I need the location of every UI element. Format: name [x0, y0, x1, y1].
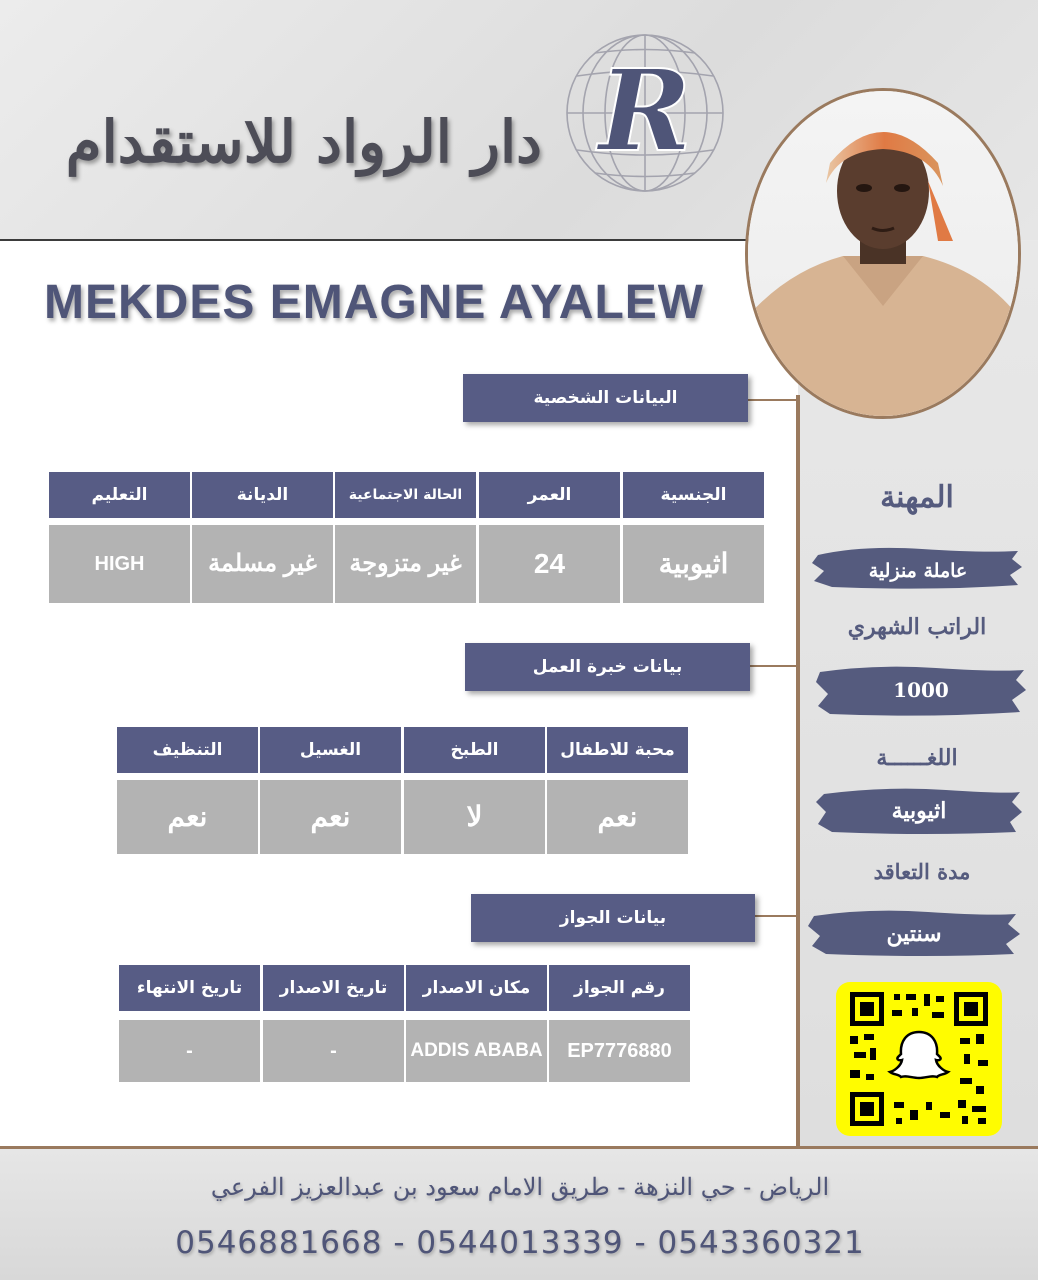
personal-value-religion: غير مسلمة: [192, 525, 333, 603]
passport-header-place: مكان الاصدار: [406, 965, 547, 1011]
exp-value-washing: نعم: [260, 780, 401, 854]
brand-name: دار الرواد للاستقدام: [65, 108, 542, 176]
globe-logo-icon: [560, 28, 730, 198]
vertical-divider: [796, 395, 800, 1147]
exp-header-cooking: الطبخ: [404, 727, 545, 773]
section-connector: [750, 665, 796, 667]
section-connector: [755, 915, 796, 917]
footer-phones[interactable]: 0546881668 - 0544013339 - 0543360321: [175, 1225, 865, 1261]
language-value-text: اثيوبية: [891, 798, 947, 824]
salary-value: [816, 662, 1026, 718]
exp-header-childcare: محبة للاطفال: [547, 727, 688, 773]
exp-value-cooking: لا: [404, 780, 545, 854]
language-label: اللغــــــة: [876, 745, 958, 771]
personal-header-religion: الديانة: [192, 472, 333, 518]
personal-value-education: HIGH SCHOOL: [49, 525, 190, 603]
snapcode-qr[interactable]: [836, 982, 1002, 1136]
personal-header-marital: الحالة الاجتماعية: [335, 472, 476, 518]
footer-address: الرياض - حي النزهة - طريق الامام سعود بن عبدالعزيز الفرعي: [210, 1173, 830, 1201]
profession-label: المهنة: [880, 480, 954, 515]
salary-value-text: 1000: [893, 678, 949, 702]
section-connector: [748, 399, 796, 401]
passport-value-issue-date: -: [263, 1020, 404, 1082]
passport-header-issue-date: تاريخ الاصدار: [263, 965, 404, 1011]
personal-section-title: البيانات الشخصية: [463, 374, 748, 422]
personal-header-age: العمر: [479, 472, 620, 518]
passport-header-expiry-date: تاريخ الانتهاء: [119, 965, 260, 1011]
contract-value-text: سنتين: [886, 921, 942, 947]
personal-value-nationality: اثيوبية: [623, 525, 764, 603]
logo-letter: R: [598, 46, 692, 177]
passport-section-title: بيانات الجواز: [471, 894, 755, 942]
personal-header-nationality: الجنسية: [623, 472, 764, 518]
passport-value-number: EP7776880: [549, 1020, 690, 1082]
language-value: [816, 786, 1022, 836]
passport-value-expiry-date: -: [119, 1020, 260, 1082]
personal-value-marital: غير متزوجة: [335, 525, 476, 603]
passport-value-place: ADDIS ABABA: [406, 1020, 547, 1082]
salary-label: الراتب الشهري: [847, 614, 987, 640]
contract-value: [808, 906, 1020, 958]
passport-header-number: رقم الجواز: [549, 965, 690, 1011]
candidate-name: MEKDES EMAGNE AYALEW: [44, 276, 705, 329]
personal-header-education: التعليم: [49, 472, 190, 518]
personal-value-age: 24: [479, 525, 620, 603]
candidate-photo: [745, 88, 1021, 419]
exp-value-childcare: نعم: [547, 780, 688, 854]
exp-header-washing: الغسيل: [260, 727, 401, 773]
profession-value: [812, 541, 1024, 593]
profession-value-text: عاملة منزلية: [868, 560, 968, 582]
exp-value-cleaning: نعم: [117, 780, 258, 854]
exp-header-cleaning: التنظيف: [117, 727, 258, 773]
contract-label: مدة التعاقد: [873, 859, 971, 884]
experience-section-title: بيانات خبرة العمل: [465, 643, 750, 691]
